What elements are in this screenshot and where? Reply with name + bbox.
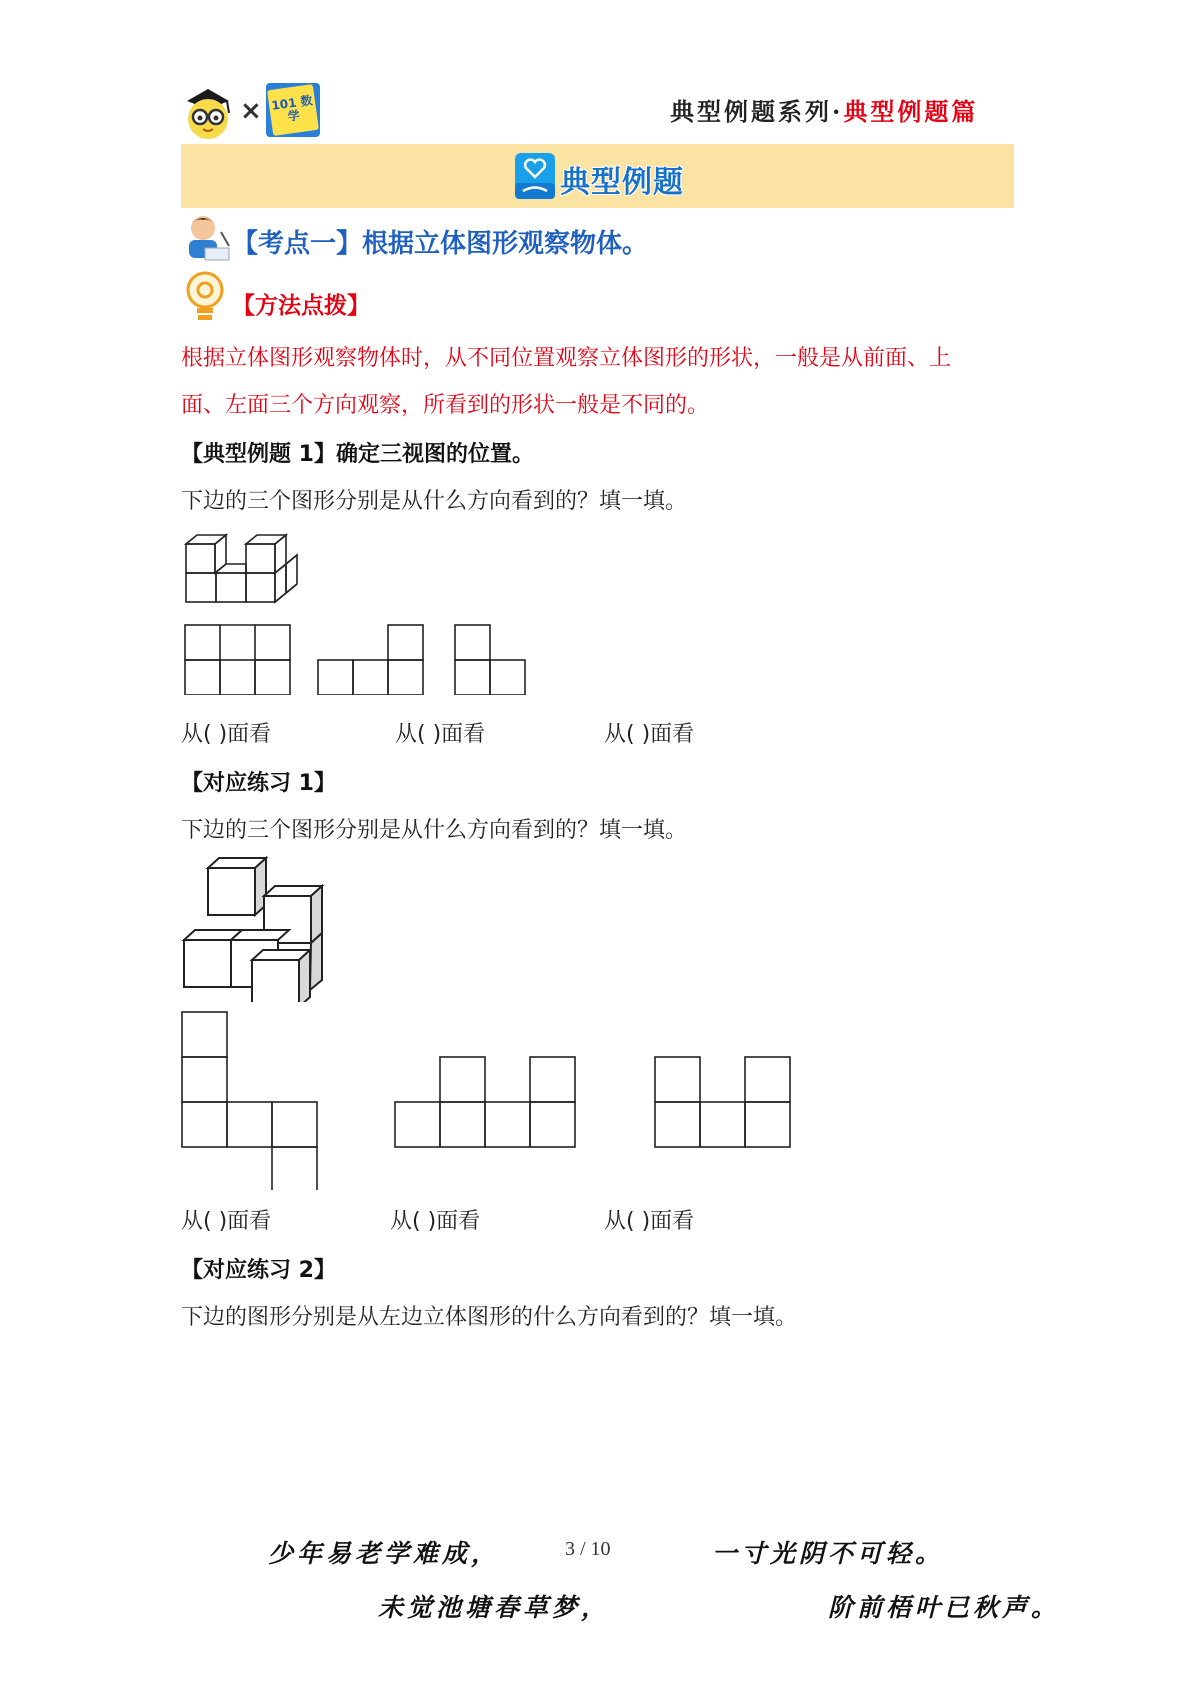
example1-blank-1[interactable]: 从( )面看	[181, 722, 272, 747]
practice1-solid-figure	[180, 852, 330, 1002]
practice1-question: 下边的三个图形分别是从什么方向看到的？填一填。	[181, 818, 688, 843]
owl-mascot-icon	[183, 83, 233, 141]
method-line-2: 面、左面三个方向观察，所看到的形状一般是不同的。	[181, 393, 710, 418]
example1-blank-3[interactable]: 从( )面看	[604, 722, 695, 747]
brand-logo-text: 101 数学	[270, 93, 314, 124]
series-title: 典型例题系列·典型例题篇	[670, 97, 979, 126]
times-symbol: ×	[240, 96, 262, 126]
kaodian-title: 【考点一】根据立体图形观察物体。	[232, 229, 649, 259]
footer-poem-2-right: 阶前梧叶已秋声。	[828, 1593, 1061, 1622]
series-subtitle: 典型例题篇	[843, 97, 979, 126]
example1-view-shapes	[181, 621, 541, 695]
footer-poem-2-left: 未觉池塘春草梦，	[378, 1593, 611, 1622]
banner-title: 典型例题	[560, 165, 684, 200]
footer-poem-1-right: 一寸光阴不可轻。	[712, 1539, 945, 1568]
lightbulb-icon	[185, 270, 225, 326]
practice1-title: 【对应练习 1】	[181, 771, 336, 796]
practice1-blank-3[interactable]: 从( )面看	[604, 1209, 695, 1234]
page-number: 3 / 10	[565, 1538, 611, 1560]
heart-book-icon	[513, 151, 557, 201]
method-label: 【方法点拨】	[232, 293, 370, 319]
brand-logo	[266, 83, 320, 137]
practice2-question: 下边的图形分别是从左边立体图形的什么方向看到的？填一填。	[181, 1305, 798, 1330]
example1-title: 【典型例题 1】确定三视图的位置。	[181, 442, 534, 467]
practice1-view-shapes	[180, 1010, 800, 1190]
practice1-blank-1[interactable]: 从( )面看	[181, 1209, 272, 1234]
student-icon	[183, 212, 231, 266]
practice1-blank-2[interactable]: 从( )面看	[390, 1209, 481, 1234]
method-line-1: 根据立体图形观察物体时，从不同位置观察立体图形的形状，一般是从前面、上	[181, 346, 952, 371]
example1-solid-figure	[181, 530, 311, 604]
footer-poem-1-left: 少年易老学难成，	[268, 1539, 501, 1568]
practice2-title: 【对应练习 2】	[181, 1258, 336, 1283]
example1-blank-2[interactable]: 从( )面看	[395, 722, 486, 747]
example1-question: 下边的三个图形分别是从什么方向看到的？填一填。	[181, 489, 688, 514]
